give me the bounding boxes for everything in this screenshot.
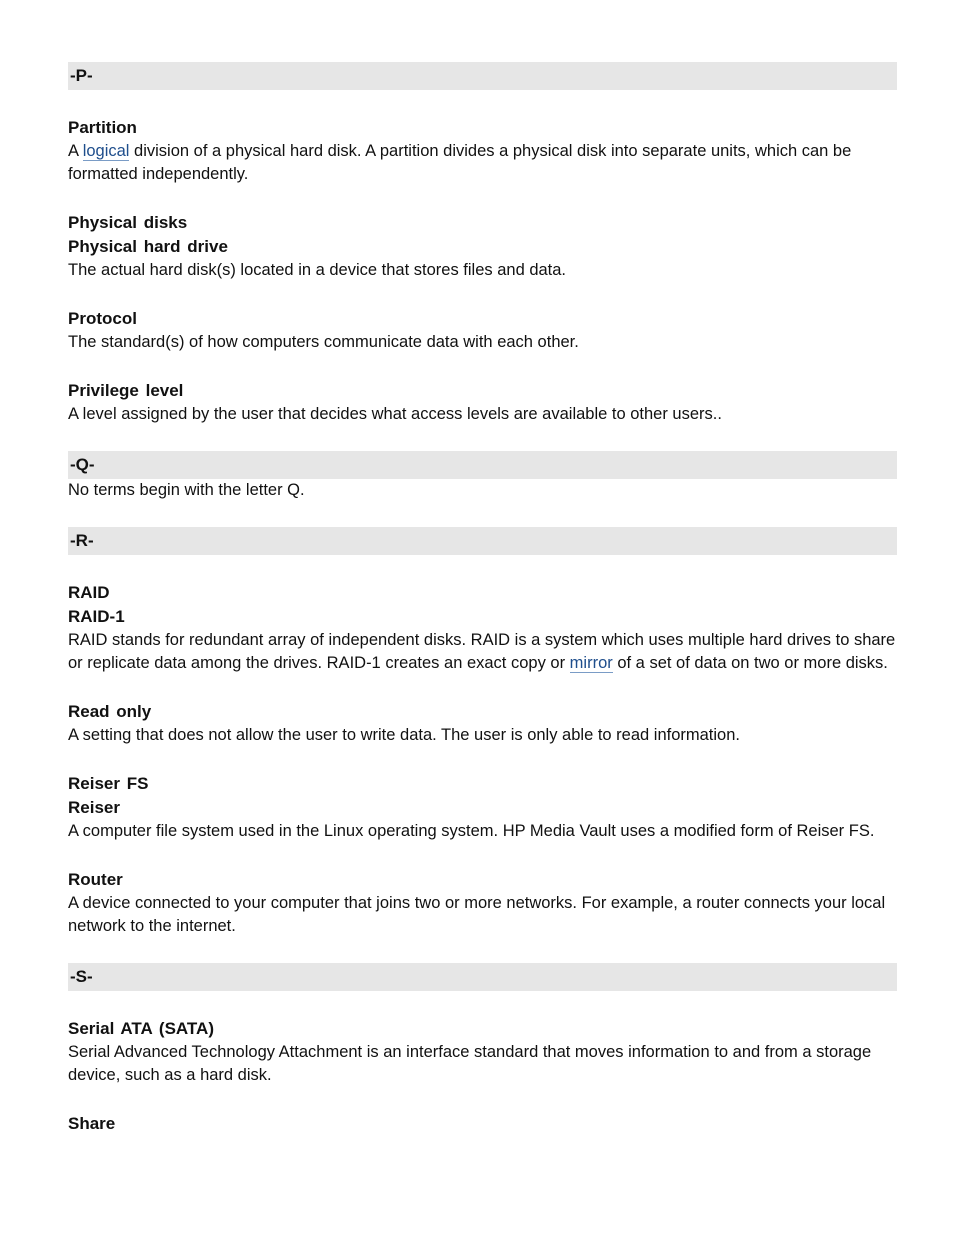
glossary-entry-privilege-level: [68, 379, 897, 426]
glossary-entry-read-only: [68, 700, 897, 747]
term-physical-hard-drive: Physical hard drive: [68, 237, 228, 256]
glossary-entry-physical-disks: [68, 211, 897, 282]
term-reiser-fs: Reiser FS: [68, 774, 149, 793]
section-header-s: -S-: [68, 963, 897, 991]
definition-text: of a set of data on two or more disks.: [612, 654, 888, 672]
definition-physical-disks: The actual hard disk(s) located in a device that stores files and data.: [68, 261, 567, 279]
term-raid: RAID: [68, 583, 110, 602]
no-terms-note: No terms begin with the letter Q.: [68, 481, 305, 499]
definition-serial-ata: Serial Advanced Technology Attachment is an interface standard that moves information to and from a storage device, such as a hard disk.: [68, 1043, 872, 1084]
glossary-entry-serial-ata: [68, 1017, 897, 1087]
definition-partition: [68, 140, 897, 186]
term-physical-disks: Physical disks: [68, 213, 188, 232]
glossary-entry-raid: [68, 581, 897, 675]
glossary-entry-share: [68, 1112, 897, 1136]
definition-read-only: A setting that does not allow the user to write data. The user is only able to read information.: [68, 726, 740, 744]
glossary-entry-protocol: [68, 307, 897, 354]
definition-text: RAID stands for redundant array of independent disks. RAID is a system which uses multiple hard drives to share or replicate data among the drives. RAID-1 creates an exact copy or: [68, 631, 896, 672]
definition-reiser-fs: A computer file system used in the Linux operating system. HP Media Vault uses a modified form of Reiser FS.: [68, 822, 875, 840]
term-reiser: Reiser: [68, 798, 120, 817]
definition-text: division of a physical hard disk. A partition divides a physical disk into separate units, which can be formatted independently.: [68, 142, 852, 183]
link-mirror[interactable]: mirror: [569, 654, 613, 672]
term-partition: Partition: [68, 118, 137, 137]
term-privilege-level: Privilege level: [68, 381, 184, 400]
term-raid-1: RAID-1: [68, 607, 125, 626]
glossary-entry-partition: [68, 116, 897, 186]
term-share: Share: [68, 1114, 116, 1133]
term-serial-ata: Serial ATA (SATA): [68, 1019, 214, 1038]
section-header-q: -Q-: [68, 451, 897, 479]
term-read-only: Read only: [68, 702, 152, 721]
definition-router: A device connected to your computer that joins two or more networks. For example, a router connects your local network to the internet.: [68, 894, 886, 935]
section-header-p: -P-: [68, 62, 897, 90]
definition-raid: [68, 629, 897, 675]
section-header-r: -R-: [68, 527, 897, 555]
glossary-entry-router: [68, 868, 897, 938]
glossary-page: [68, 62, 897, 1136]
definition-protocol: The standard(s) of how computers communicate data with each other.: [68, 333, 579, 351]
term-router: Router: [68, 870, 123, 889]
definition-privilege-level: A level assigned by the user that decides what access levels are available to other users..: [68, 405, 722, 423]
link-logical[interactable]: logical: [82, 142, 130, 160]
term-protocol: Protocol: [68, 309, 137, 328]
glossary-entry-reiser-fs: [68, 772, 897, 843]
definition-text: A: [68, 142, 83, 160]
